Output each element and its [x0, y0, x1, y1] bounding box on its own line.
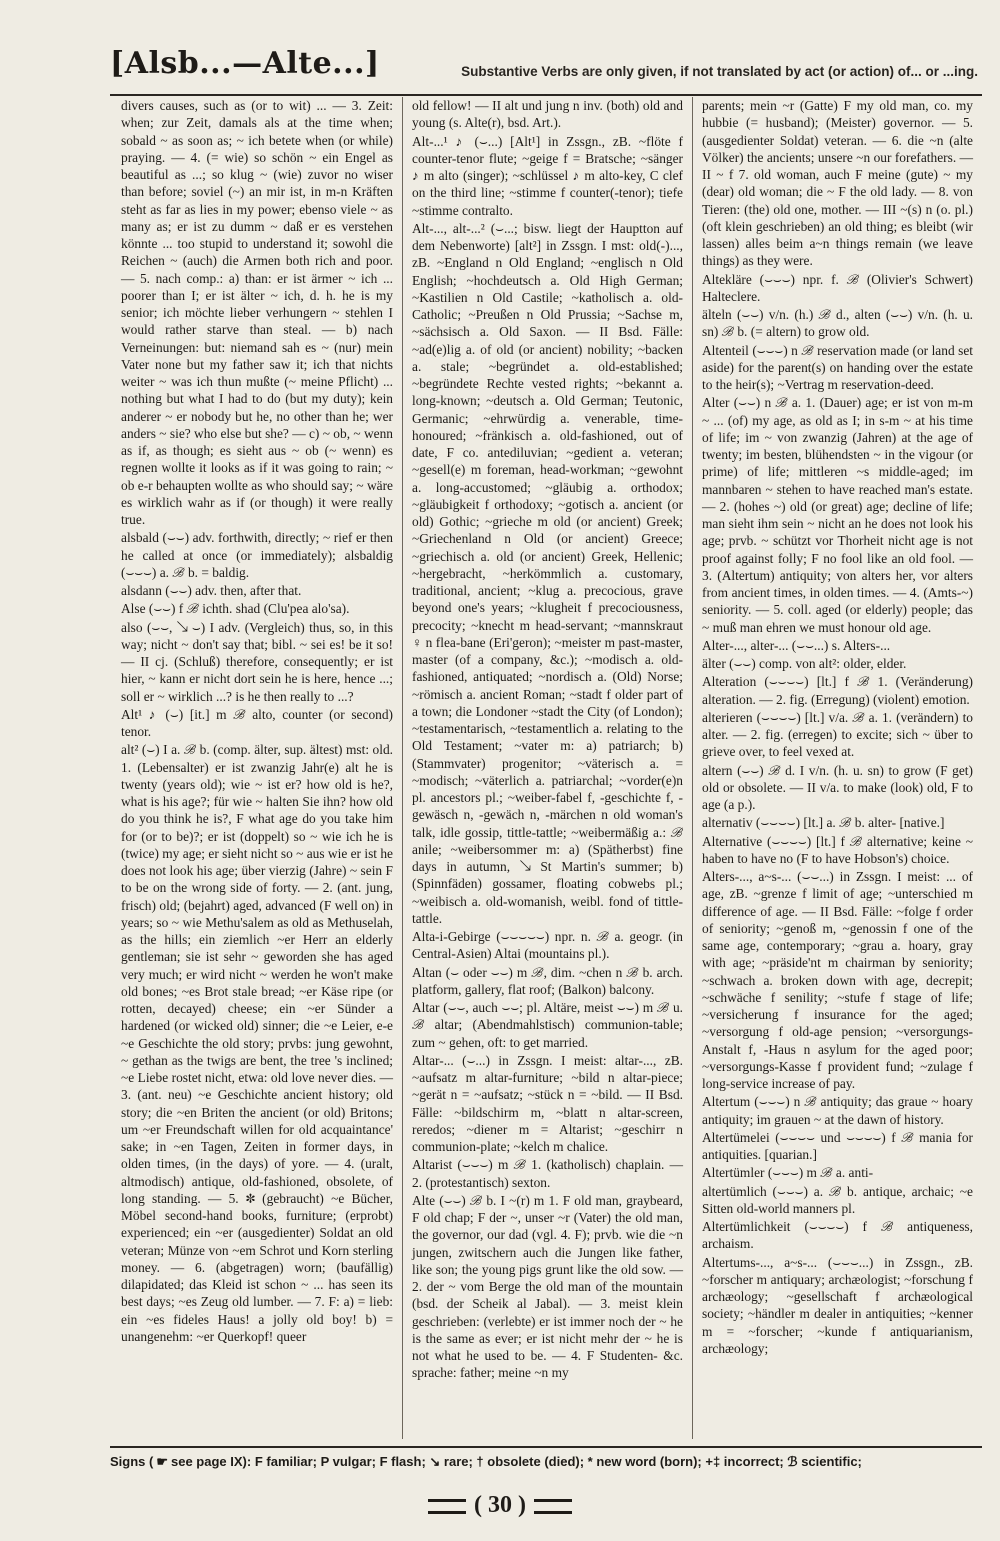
- signs-legend: [110, 1446, 982, 1478]
- entry: Alt¹ ♪ (⌣) [it.] m ℬ alto, counter (or second) tenor.: [121, 706, 393, 739]
- entry: Altar-... (⌣...) in Zssgn. I meist: altar-..., zB. ~aufsatz m altar-furniture; ~bild n altar-piece; ~gerät n = ~aufsatz; ~stück n = ~bild. — II Bsd. Fälle: ~bildschirm m, ~blatt n altar-screen, reredos; ~diener m = Altarist; ~geschirr n communion-plate; ~kelch m chalice.: [412, 1052, 683, 1154]
- entry: Alter (⌣⌣) n ℬ a. 1. (Dauer) age; er ist von m-m ~ ... (of) my age, as old as I; in s-m ~ at his time of life; im ~ von zwanzig (Jahren) at the age of twenty; im besten, blühendsten ~ in the vigour (or prime) of life; mittleren ~s middle-aged; im mannbaren ~ stehen to have reached man's estate. — 2. (hohes ~) old (or great) age; decline of life; man sieht ihm sein ~ nicht an he does not look his age; prvb. ~ schützt vor Thorheit nicht age is not proof against folly; F no fool like an old fool. — 3. (Altertum) antiquity; von alters her, vor alters from ancient times, in olden times. — 4. (Amts-~) seniority. — 5. coll. aged (or elderly) people; das ~ muß man ehren we must honour old age.: [702, 395, 973, 635]
- page-number-line: [0, 1492, 1000, 1519]
- rule-ornament-left: [428, 1499, 466, 1514]
- column-middle: [402, 97, 692, 1439]
- entry: alt² (⌣) I a. ℬ b. (comp. älter, sup. ältest) mst: old. 1. (Lebensalter) er ist zwanzig Jahr(e) alt he is twenty (years old); wie ~ ist er? how old is he?, what is his age?; für wie ~ halten Sie ihn? how old do you think he is?, F what age do you take him for (or to be)?; er ist (doppelt) so ~ wie ich he is (twice) my age; er sieht nicht so ~ aus wie er ist he does not look his age; über vierzig (Jahre) ~ sein F to be on the wrong side of forty. — 2. (ant. jung, frisch) old; (bejahrt) aged, advanced (F well on) in years; so ~ wie Methu'salem as old as Methuselah, as the hills; ein ziemlich ~er Herr an elderly gentleman; sie ist sehr ~ geworden she has aged very much; er wird nicht ~ werden he won't make old bones; ~es Brot stale bread; ~er Käse ripe (or rotten, decayed) cheese; ein ~er Sünder a hardened (or wicked old) sinner; die ~e Leier, e-e ~e Geschichte the old story; prvbs: jung gewohnt, ~ gethan as the twigs are bent, the tree 's inclined; ~e Liebe rostet nicht, etwa: old love never dies. — 3. (ant. neu) ~e Geschichte ancient history; old story; die ~en Briten the ancient (or old) Britons; um ~er Freundschaft willen for old acquaintance' sake; in ~en Tagen, Zeiten in former days, in olden times, (in the days) of yore. — 4. (uralt, altmodisch) antique, old-fashioned, obsolete, of long standing. — 5. ✽ (gebraucht) ~e Bücher, Möbel second-hand books, furniture; (erprobt) experienced; ein ~er (ausgedienter) Soldat an old veteran; Münze von ~em Schrot und Korn sterling money. — 6. (abgetragen) worn; (baufällig) dilapidated; das Kleid ist schon ~ ... has seen its best days; ~es Zeug old lumber. — 7. F: a) = lieb: ein ~es fideles Haus! a jolly old boy! b) = unangenehm: ~er Querkopf! queer: [121, 742, 393, 1344]
- entry: Altenteil (⌣⌣⌣) n ℬ reservation made (or land set aside) for the parent(s) on handing over the estate to the heir(s); ~Vertrag m reservation-deed.: [702, 342, 973, 392]
- entry: Alse (⌣⌣) f ℬ ichth. shad (Clu'pea alo'sa).: [121, 601, 350, 617]
- entry: Altertums-..., a~s-... (⌣⌣⌣...) in Zssgn., zB. ~forscher m antiquary; archæologist; ~forschung f archæology; ~gesellschaft f archæological society; ~händler m dealer in antiquities; ~kenner m = ~forscher; ~kunde f antiquarianism, archæology;: [702, 1254, 973, 1356]
- entry: Altertümlichkeit (⌣⌣⌣⌣) f ℬ antiqueness, archaism.: [702, 1219, 973, 1252]
- entry: alternativ (⌣⌣⌣⌣) [lt.] a. ℬ b. alter- [native.]: [702, 815, 945, 831]
- entry: Alt-...¹ ♪ (⌣...) [Alt¹] in Zssgn., zB. ~flöte f counter-tenor flute; ~geige f = Bratsche; ~sänger ♪ m alto (singer); ~schlüssel ♪ m alto-key, C clef on the third line; ~stimme f counter(-tenor); tiefe ~stimme contralto.: [412, 133, 683, 218]
- entry: Alter-..., alter-... (⌣⌣...) s. Alters-...: [702, 637, 891, 653]
- signs-list: F familiar; P vulgar; F flash; ↘ rare; † obsolete (died); * new word (born); +‡ incorrect; ℬ scientific;: [254, 1454, 862, 1469]
- entry: Altertum (⌣⌣⌣) n ℬ antiquity; das graue ~ hoary antiquity; im grauen ~ at the dawn of history.: [702, 1094, 973, 1127]
- entry: Alte (⌣⌣) ℬ b. I ~(r) m 1. F old man, graybeard, F old chap; F der ~, unser ~r (Vater) the old man, the governor, our dad (vgl. 4. F); prvb. wie die ~n jungen, zwitschern auch die Jungen like father, like son; the young pigs grunt like the old sow. — 2. der ~ vom Berge the old man of the mountain (bsd. der Scheik al Jabal). — 3. meist klein geschrieben: (verlebte) er ist immer noch der ~ he is the same as ever; er ist nicht mehr der ~ he is not what he used to be. — 4. F Studenten- &c. sprache: father; meine ~n my: [412, 1192, 683, 1381]
- running-head: [Alsb...—Alte...]: [110, 46, 380, 81]
- page-number: ( 30 ): [474, 1492, 526, 1518]
- entry: divers causes, such as (or to wit) ... — 3. Zeit: when; zur Zeit, damals als at the time when; sobald ~ as soon as; ~ ich betete when (or while) praying. — 4. (= wie) so schön ~ ein Engel as beautiful as ...; so klug ~ (wie) zuvor no wiser than before; soviel (~) an mir ist, in m-n Kräften steht as far as lies in my power; ebenso viele ~ as many as; er ist zu dumm ~ daß er es verstehen könnte ... too stupid to understand it; sowohl die Reichen ~ (auch) die Armen both rich and poor. — 5. nach comp.: a) than: er ist ärmer ~ ich ... poorer than I; er ist älter ~ ich, d. h. he is my senior; ich möchte lieber verhungern ~ stehlen I would rather starve than steal. — b) nach Verneinungen: but: niemand sah es ~ (nur) mein Vater none but my father saw it; ich that nichts weiter ~ was ich thun mußte (~ meine Pflicht) ... nothing but what I had to do (but my duty); kein anderer ~ er nobody but he, no other than he; wer anders ~ sie? who else but she? — c) ~ ob, ~ wenn as if, as though; es sieht aus ~ ob (~ wenn) es regnen wollte it looks as if it was going to rain; ~ ob e-r behaupten wollte as who should say; ~ wäre es wirklich wahr as if (or though) it were really true.: [121, 98, 393, 527]
- signs-label: Signs (: [110, 1454, 154, 1469]
- entry: altern (⌣⌣) ℬ d. I v/n. (h. u. sn) to grow (F get) old or obsolete. — II v/a. to make (look) old, F to age (a p.).: [702, 762, 973, 812]
- entry: Altan (⌣ oder ⌣⌣) m ℬ, dim. ~chen n ℬ b. arch. platform, gallery, flat roof; (Balkon) balcony.: [412, 964, 683, 997]
- header-note: Substantive Verbs are only given, if not translated by act (or action) of... or ...ing.: [461, 64, 978, 79]
- entry: Alta-i-Gebirge (⌣⌣⌣⌣⌣) npr. n. ℬ a. geogr. (in Central-Asien) Altai (mountains pl.).: [412, 929, 683, 962]
- rule-ornament-right: [534, 1499, 572, 1514]
- entry: Alternative (⌣⌣⌣⌣) [lt.] f ℬ alternative; keine ~ haben to have no (F to have Hobson's) choice.: [702, 833, 973, 866]
- entry: old fellow! — II alt und jung n inv. (both) old and young (s. Alte(r), bsd. Art.).: [412, 98, 683, 131]
- entry: parents; mein ~r (Gatte) F my old man, co. my hubbie (= husband); (Meister) governor. — 5. (ausgedienter Soldat) veteran. — 6. die ~n (alte Völker) the ancients; unsere ~n our forefathers. — II ~ f 7. old woman, auch F meine (gute) ~ my (dear) old woman; die ~ F the old lady. — 8. von Tieren: (the) old one, mother. — III ~(s) n (o. pl.) (oft klein geschrieben) an old thing; es bleibt (wir lassen) alles beim a~n things remain (we leave things) as they were.: [702, 98, 973, 269]
- entry: Alteration (⌣⌣⌣⌣) [lt.] f ℬ 1. (Veränderung) alteration. — 2. fig. (Erregung) (violent) emotion.: [702, 674, 973, 707]
- column-right: [692, 97, 982, 1439]
- pointing-hand-icon: ☛: [156, 1454, 168, 1469]
- entry: also (⌣⌣, ↘ ⌣) I adv. (Vergleich) thus, so, in this way; nicht ~ don't say that; bibl. ~ sei es! be it so! — II cj. (Schluß) therefore, consequently; er ist hier, ~ kann er nicht dort sein he is here, hence ...; soll er ~ wirklich ...? is he then really to ...?: [121, 619, 393, 704]
- entry: Alt-..., alt-...² (⌣...; bisw. liegt der Hauptton auf dem Nebenworte) [alt²] in Zssgn. I mst: old(-)..., zB. ~England n Old England; ~englisch n Old English; ~hochdeutsch a. Old High German; ~Kastilien n Old Castile; ~katholisch a. old-Catholic; ~Preußen n Old Prussia; ~Sachse m, ~sächsisch a. Old Saxon. — II Bsd. Fälle: ~ad(e)lig a. of old (or ancient) nobility; ~backen a. stale; ~begründet a. old-established; ~begründete Rechte vested rights; ~bekannt a. long-known; ~deutsch a. Old German; Teutonic, Germanic; ~ehrwürdig a. venerable, time-honoured; ~fränkisch a. old-fashioned, out of date, F co. antediluvian; ~gedient a. veteran; ~gesell(e) m foreman, head-workman; ~gewohnt a. long-accustomed; ~gläubig a. orthodox; ~gläubigkeit f orthodoxy; ~gotisch a. ancient (or old) Gothic; ~grieche m old (or ancient) Greek; ~Griechenland n Old (or ancient) Greece; ~griechisch a. old (or ancient) Greek, Hellenic; ~hergebracht, ~herkömmlich a. customary, traditional, ancient; ~klug a. precocious, grave beyond one's years; ~klugheit f precociousness, precocity; ~knecht m head-servant; ~mannskraut ♀ n flea-bane (Eri'geron); ~meister m past-master, master (of a company, &c.); ~modisch a. old-fashioned, antiquated; ~nordisch a. (Old) Norse; ~römisch a. ancient Roman; ~stadt f older part of a town; die Londoner ~stadt the City (of London); ~testamentarisch, ~testamentlich a. relating to the Old Testament; ~vater m: a) patriarch; b) (Stammvater) progenitor; ~väterisch a. = ~modisch; ~väterlich a. patriarchal; ~vorder(e)n pl. ancestors pl.; ~weiber-fabel f, -geschichte f, -gewäsch n, -gewäch n, -märchen n old woman's talk, idle gossip, tittle-tattle; ~weibermäßig a.: ℬ anile; ~weibersommer m: a) (Spätherbst) fine days in autumn, ↘ St Martin's summer; b) (Spinnfäden) gossamer, floating cobwebs pl.; ~weibisch a. old-womanish, weibl. fond of tittle-tattle.: [412, 220, 683, 926]
- entry: alsdann (⌣⌣) adv. then, after that.: [121, 583, 302, 598]
- entry: alsbald (⌣⌣) adv. forthwith, directly; ~ rief er then he called at once (or immediately); alsbaldig (⌣⌣⌣) a. ℬ b. = baldig.: [121, 530, 393, 580]
- entry: Altar (⌣⌣, auch ⌣⌣; pl. Altäre, meist ⌣⌣) m ℬ u. ℬ altar; (Abendmahlstisch) communion-table; zum ~ gehen, oft: to get married.: [412, 1000, 683, 1050]
- entry: Altarist (⌣⌣⌣) m ℬ 1. (katholisch) chaplain. — 2. (protestantisch) sexton.: [412, 1157, 683, 1190]
- column-left: [112, 97, 402, 1439]
- entry: Altertümelei (⌣⌣⌣⌣ und ⌣⌣⌣⌣) f ℬ mania for antiquities. [quarian.]: [702, 1129, 973, 1162]
- entry-columns: [112, 97, 982, 1439]
- entry: alterieren (⌣⌣⌣⌣) [lt.] v/a. ℬ a. 1. (verändern) to alter. — 2. fig. (erregen) to excite; sich ~ über to grieve over, to feel vexed at.: [702, 709, 973, 760]
- entry: älter (⌣⌣) comp. von alt²: older, elder.: [702, 656, 907, 671]
- page-header: [110, 44, 982, 96]
- entry: Altekläre (⌣⌣⌣) npr. f. ℬ (Olivier's Schwert) Halteclere.: [702, 271, 973, 304]
- entry: altertümlich (⌣⌣⌣) a. ℬ b. antique, archaic; ~e Sitten old-world manners pl.: [702, 1183, 973, 1216]
- signs-see: see page IX):: [171, 1454, 252, 1469]
- entry: älteln (⌣⌣) v/n. (h.) ℬ d., alten (⌣⌣) v/n. (h. u. sn) ℬ b. (= altern) to grow old.: [702, 307, 973, 340]
- entry: Altertümler (⌣⌣⌣) m ℬ a. anti-: [702, 1165, 874, 1181]
- entry: Alters-..., a~s-... (⌣⌣...) in Zssgn. I meist: ... of age, zB. ~grenze f limit of age; ~unterschied m difference of age. — II Bsd. Fälle: ~folge f order of seniority; ~genoß m, ~genossin f one of the same age, contemporary; ~grau a. hoary, gray with age; ~präside'nt m chairman by seniority; ~schwach a. broken down with age, decrepit; ~schwäche f senility; ~stufe f stage of life; ~versicherung f insurance for the aged; ~versorgung f old-age pension; ~versorgungs-Anstalt f, -Haus n asylum for the aged poor; ~versorgungs-Kasse f provident fund; ~zulage f long-service increase of pay.: [702, 869, 973, 1091]
